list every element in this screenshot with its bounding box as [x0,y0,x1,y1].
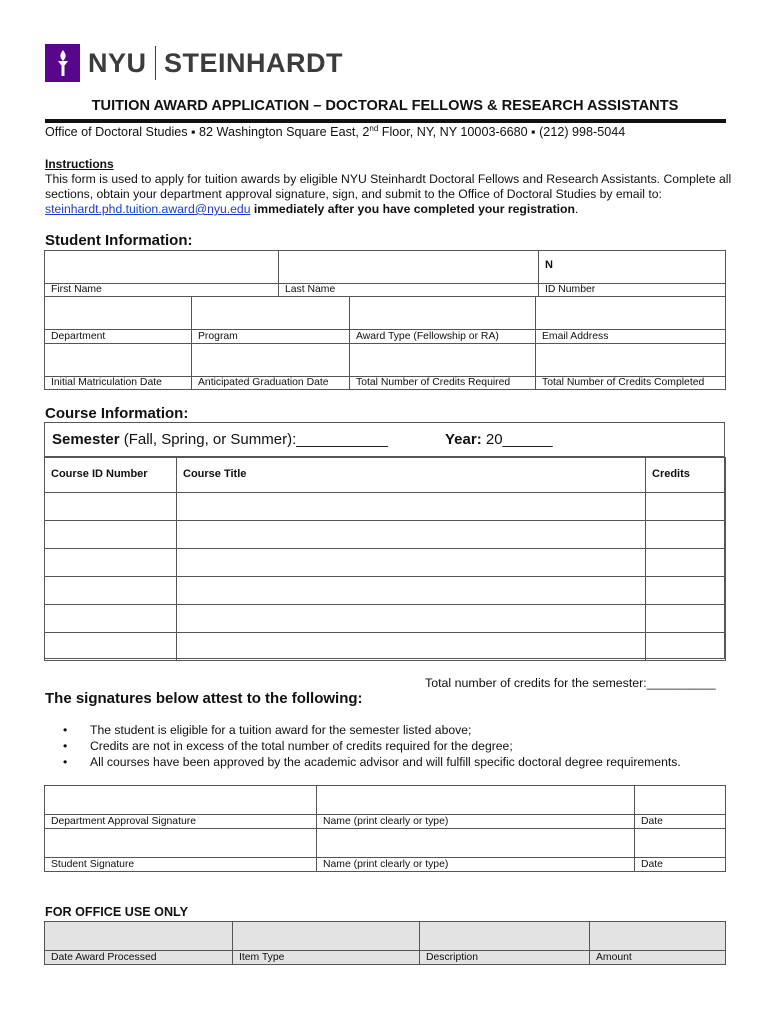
date-processed-field[interactable] [45,922,233,951]
course-id-cell[interactable] [45,633,177,661]
credits-cell[interactable] [646,577,726,605]
office-use-table [44,921,726,965]
credits-cell[interactable] [646,633,726,661]
course-title-cell[interactable] [177,549,646,577]
amount-label: Amount [590,951,726,965]
semester-field[interactable] [52,431,388,448]
department-field[interactable] [45,297,192,330]
student-date-label: Date [635,858,726,872]
attest-list [63,722,681,770]
first-name-field[interactable] [45,251,279,284]
course-id-cell[interactable] [45,605,177,633]
table-row [45,549,726,577]
department-date-field[interactable] [635,786,726,815]
department-name-label: Name (print clearly or type) [317,815,635,829]
logo-divider [155,46,157,80]
matriculation-date-field[interactable] [45,344,192,377]
course-title-cell[interactable] [177,633,646,661]
course-title-cell[interactable] [177,493,646,521]
course-id-cell[interactable] [45,493,177,521]
logo-school-text: STEINHARDT [164,47,344,78]
last-name-field[interactable] [279,251,539,284]
office-use-heading: FOR OFFICE USE ONLY [45,905,188,919]
award-type-field[interactable] [350,297,536,330]
student-info-heading: Student Information: [45,232,193,249]
item-type-field[interactable] [233,922,420,951]
date-processed-label: Date Award Processed [45,951,233,965]
student-info-table-2 [44,296,726,390]
course-title-cell[interactable] [177,577,646,605]
department-signature-label: Department Approval Signature [45,815,317,829]
title-rule [45,119,726,123]
matriculation-date-label: Initial Matriculation Date [45,377,192,390]
credits-cell[interactable] [646,605,726,633]
year-field[interactable] [445,431,553,448]
office-address-part1: Office of Doctoral Studies ▪ 82 Washington Square East, 2 [45,125,370,140]
graduation-date-field[interactable] [192,344,350,377]
student-signature-field[interactable] [45,829,317,858]
instructions-end: . [574,202,579,216]
office-address-sup: nd [369,124,379,133]
nyu-steinhardt-logo [45,44,343,82]
email-address-field[interactable] [536,297,726,330]
year-label: Year: [445,431,482,448]
department-signature-field[interactable] [45,786,317,815]
instructions-emphasis: immediately after you have completed your registration [253,202,575,216]
semester-hint: (Fall, Spring, or Summer):___________ [119,431,389,448]
department-name-field[interactable] [317,786,635,815]
course-info-box [44,422,725,659]
program-field[interactable] [192,297,350,330]
attest-heading: The signatures below attest to the following: [45,690,363,707]
award-type-label: Award Type (Fellowship or RA) [350,330,536,344]
id-number-field[interactable] [539,251,726,284]
course-title-header: Course Title [177,458,646,493]
course-table-header [45,458,726,493]
total-credits-field[interactable]: Total number of credits for the semester:__________ [425,676,716,690]
instructions-heading: Instructions [45,157,114,171]
email-address-label: Email Address [536,330,726,344]
id-prefix: N [545,259,553,271]
id-number-label: ID Number [539,284,726,297]
student-signature-label: Student Signature [45,858,317,872]
course-info-heading: Course Information: [45,405,189,422]
student-info-table-1 [44,250,726,297]
amount-field[interactable] [590,922,726,951]
semester-year-row [45,423,724,457]
year-value: 20______ [481,431,553,448]
student-name-label: Name (print clearly or type) [317,858,635,872]
credits-cell[interactable] [646,493,726,521]
list-item: • All courses have been approved by the academic advisor and will fulfill specific doctoral degree requirements. [63,754,681,770]
credits-completed-field[interactable] [536,344,726,377]
item-type-label: Item Type [233,951,420,965]
course-id-cell[interactable] [45,521,177,549]
credits-cell[interactable] [646,521,726,549]
office-address [45,124,625,139]
course-table [44,457,726,661]
department-date-label: Date [635,815,726,829]
list-item: • Credits are not in excess of the total number of credits required for the degree; [63,738,681,754]
form-title: TUITION AWARD APPLICATION – DOCTORAL FELLOWS & RESEARCH ASSISTANTS [91,98,679,114]
first-name-label: First Name [45,284,279,297]
submission-email-link[interactable]: steinhardt.phd.tuition.award@nyu.edu [45,202,251,216]
credits-header: Credits [646,458,726,493]
logo-nyu-text: NYU [88,47,147,78]
credits-required-label: Total Number of Credits Required [350,377,536,390]
description-field[interactable] [420,922,590,951]
program-label: Program [192,330,350,344]
course-id-cell[interactable] [45,577,177,605]
credits-completed-label: Total Number of Credits Completed [536,377,726,390]
course-id-cell[interactable] [45,549,177,577]
table-row [45,605,726,633]
table-row [45,493,726,521]
table-row [45,633,726,661]
table-row [45,521,726,549]
student-date-field[interactable] [635,829,726,858]
list-item: • The student is eligible for a tuition award for the semester listed above; [63,722,681,738]
student-name-field[interactable] [317,829,635,858]
last-name-label: Last Name [279,284,539,297]
credits-required-field[interactable] [350,344,536,377]
torch-icon [45,44,80,82]
office-address-part2: Floor, NY, NY 10003-6680 ▪ (212) 998-5044 [378,125,626,140]
course-id-header: Course ID Number [45,458,177,493]
course-title-cell[interactable] [177,521,646,549]
department-label: Department [45,330,192,344]
signature-table [44,785,726,872]
table-row [45,577,726,605]
semester-label: Semester [52,431,120,448]
description-label: Description [420,951,590,965]
instructions-body: This form is used to apply for tuition awards by eligible NYU Steinhardt Doctoral Fellows and Research Assistants. Complete all sections, obtain your department approval signature, sign, and submit to the Office of Doctoral Studies by email to: [45,172,732,201]
graduation-date-label: Anticipated Graduation Date [192,377,350,390]
instructions-text [45,172,735,217]
course-title-cell[interactable] [177,605,646,633]
credits-cell[interactable] [646,549,726,577]
